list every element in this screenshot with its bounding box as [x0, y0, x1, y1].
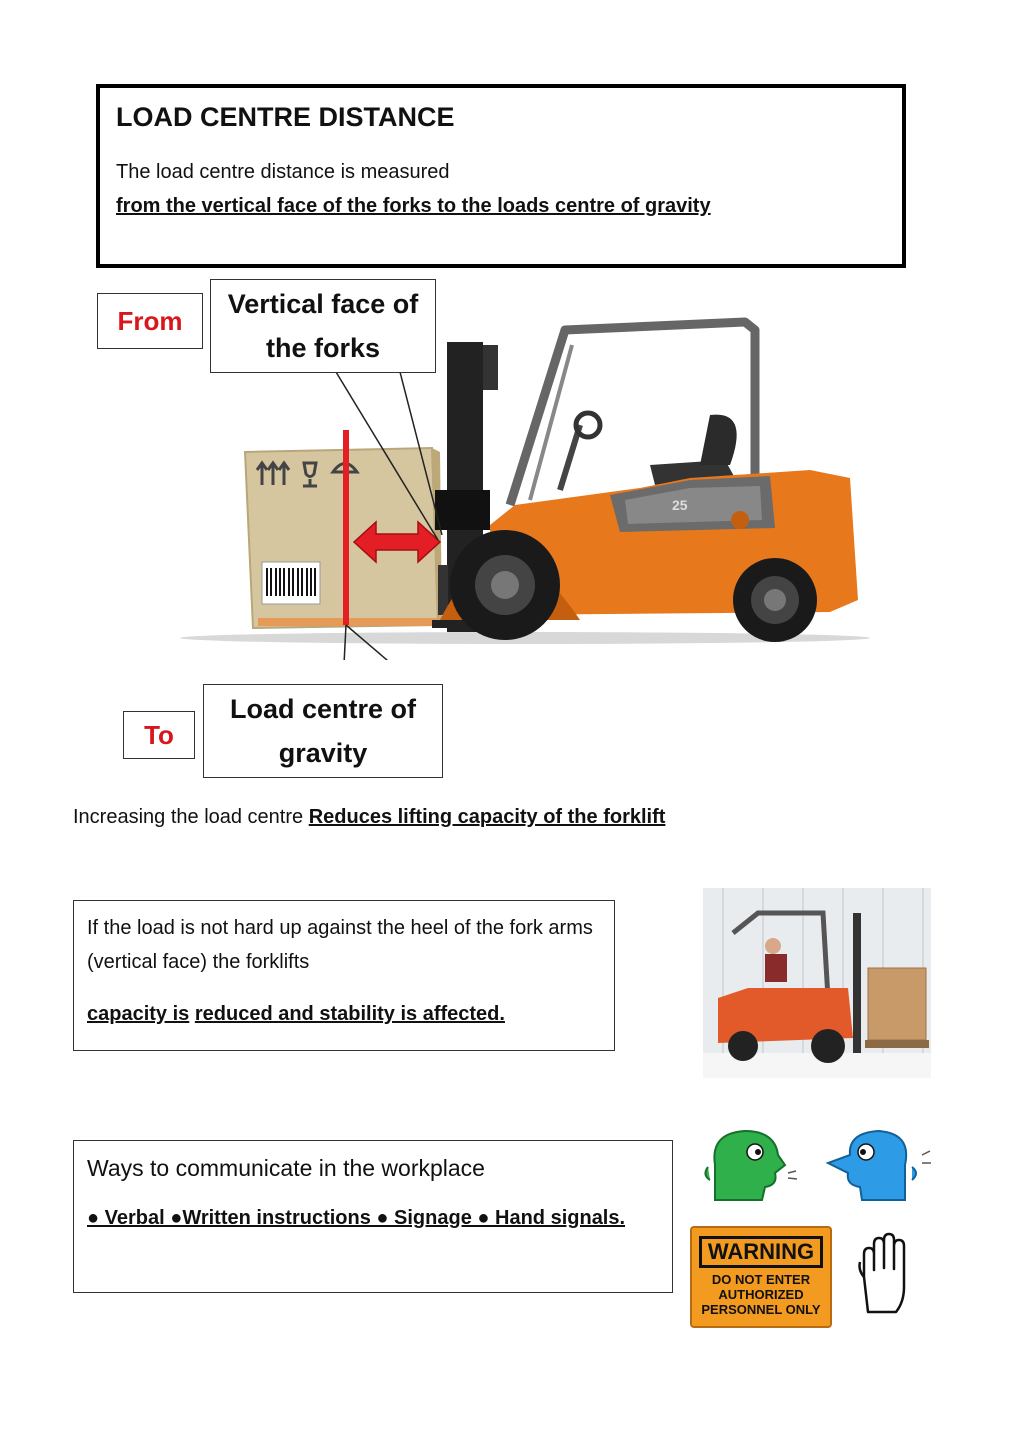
- capacity-statement: Increasing the load centre Reduces lifting capacity of the forklift: [73, 806, 666, 828]
- to-label: To: [123, 711, 195, 759]
- communicate-box: [73, 1140, 673, 1293]
- capacity-emphasis: Reduces lifting capacity of the forklift: [308, 806, 666, 828]
- communicate-methods: ● Verbal ●Written instructions ● Signage ● Hand signals.: [87, 1207, 626, 1229]
- hand-signal-icon: [856, 1232, 912, 1316]
- warning-line-1: DO NOT ENTER: [711, 1272, 811, 1287]
- gravity-label: Load centre of gravity: [203, 684, 443, 778]
- warning-line-3: PERSONNEL ONLY: [701, 1302, 821, 1317]
- vertical-face-label: Vertical face of the forks: [210, 279, 436, 373]
- communicate-title: Ways to communicate in the workplace: [87, 1155, 485, 1181]
- warning-line-2: AUTHORIZED: [718, 1287, 804, 1302]
- warning-sign: [690, 1226, 832, 1328]
- heel-note-text: If the load is not hard up against the heel of the fork arms (vertical face) the forklifts: [87, 917, 593, 973]
- heel-emphasis-2: reduced and stability is affected.: [194, 1003, 505, 1025]
- page-title: LOAD CENTRE DISTANCE: [116, 102, 455, 132]
- warning-title: WARNING: [699, 1236, 823, 1268]
- talking-heads-icon: [700, 1125, 940, 1205]
- model-number: 25: [672, 497, 688, 513]
- heel-note-box: [73, 900, 615, 1051]
- definition-emphasis: from the vertical face of the forks to the loads centre of gravity: [116, 195, 711, 217]
- forklift-photo: [703, 888, 931, 1078]
- heel-emphasis-1: capacity is: [87, 1003, 190, 1025]
- rear-wheel-icon: [733, 558, 817, 642]
- definition-line: The load centre distance is measured: [116, 161, 450, 183]
- from-label: From: [97, 293, 203, 349]
- definition-box: [96, 84, 906, 268]
